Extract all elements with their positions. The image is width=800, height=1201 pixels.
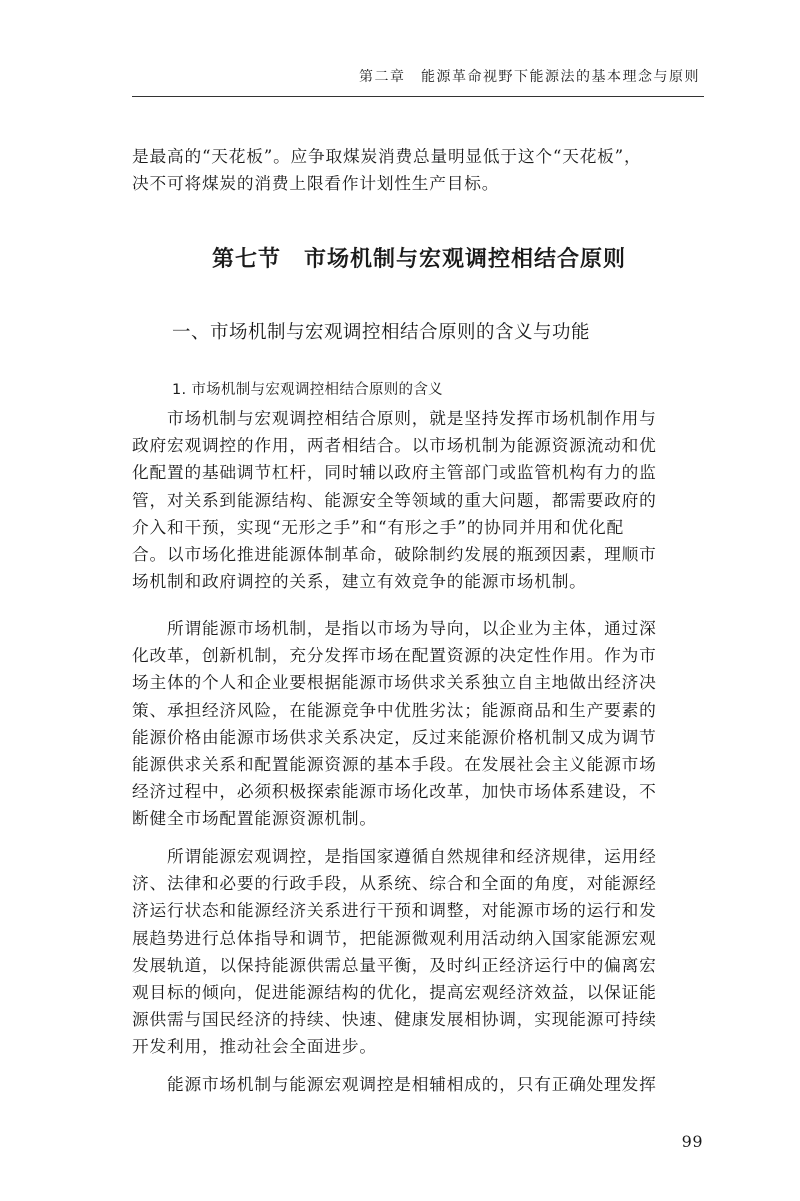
body-paragraph-1: 市场机制与宏观调控相结合原则，就是坚持发挥市场机制作用与 政府宏观调控的作用，两者相结合。以市场机制为能源资源流动和优 化配置的基础调节杠杆，同时辅以政府主管部门或监管机构有力的监 管，对关系到能源结构、能源安全等领域的重大问题，都需要政府的 介入和干预，实现“无形之手”和“有形之手”的协同并用和优化配 合。以市场化推进能源体制革命，破除制约发展的瓶颈因素，理顺市 场机制和政府调控的关系，建立有效竞争的能源市场机制。: [132, 408, 657, 592]
body-paragraph-2: 所谓能源市场机制，是指以市场为导向，以企业为主体，通过深 化改革，创新机制，充分发挥市场在配置资源的决定性作用。作为市 场主体的个人和企业要根据能源市场供求关系独立自主地做出经济决 策、承担经济风险，在能源竞争中优胜劣汰；能源商品和生产要素的 能源价格由能源市场供求关系决定，反过来能源价格机制又成为调节 能源供求关系和配置能源资源的基本手段。在发展社会主义能源市场 经济过程中，必须积极探索能源市场化改革，加快市场体系建设，不 断健全市场配置能源资源机制。: [132, 618, 657, 829]
running-header: 第二章 能源革命视野下能源法的基本理念与原则: [359, 69, 700, 85]
body-paragraph-3: 所谓能源宏观调控，是指国家遵循自然规律和经济规律，运用经 济、法律和必要的行政手段，从系统、综合和全面的角度，对能源经 济运行状态和能源经济关系进行干预和调整，对能源市场的运行和发 展趋势进行总体指导和调节，把能源微观利用活动纳入国家能源宏观 发展轨道，以保持能源供需总量平衡，及时纠正经济运行中的偏离宏 观目标的倾向，促进能源结构的优化，提高宏观经济效益，以保证能 源供需与国民经济的持续、快速、健康发展相协调，实现能源可持续 开发利用，推动社会全面进步。: [132, 846, 657, 1057]
body-paragraph-4: 能源市场机制与能源宏观调控是相辅相成的，只有正确处理发挥: [132, 1074, 657, 1094]
page-number: 99: [681, 1132, 703, 1151]
section-title: 第七节 市场机制与宏观调控相结合原则: [211, 247, 626, 272]
continuation-paragraph: 是最高的“天花板”。应争取煤炭消费总量明显低于这个“天花板”， 决不可将煤炭的消费上限看作计划性生产目标。: [132, 146, 642, 194]
header-rule: [132, 96, 704, 97]
subsub-heading: 1. 市场机制与宏观调控相结合原则的含义: [172, 382, 443, 398]
sub-heading: 一、市场机制与宏观调控相结合原则的含义与功能: [172, 322, 591, 343]
